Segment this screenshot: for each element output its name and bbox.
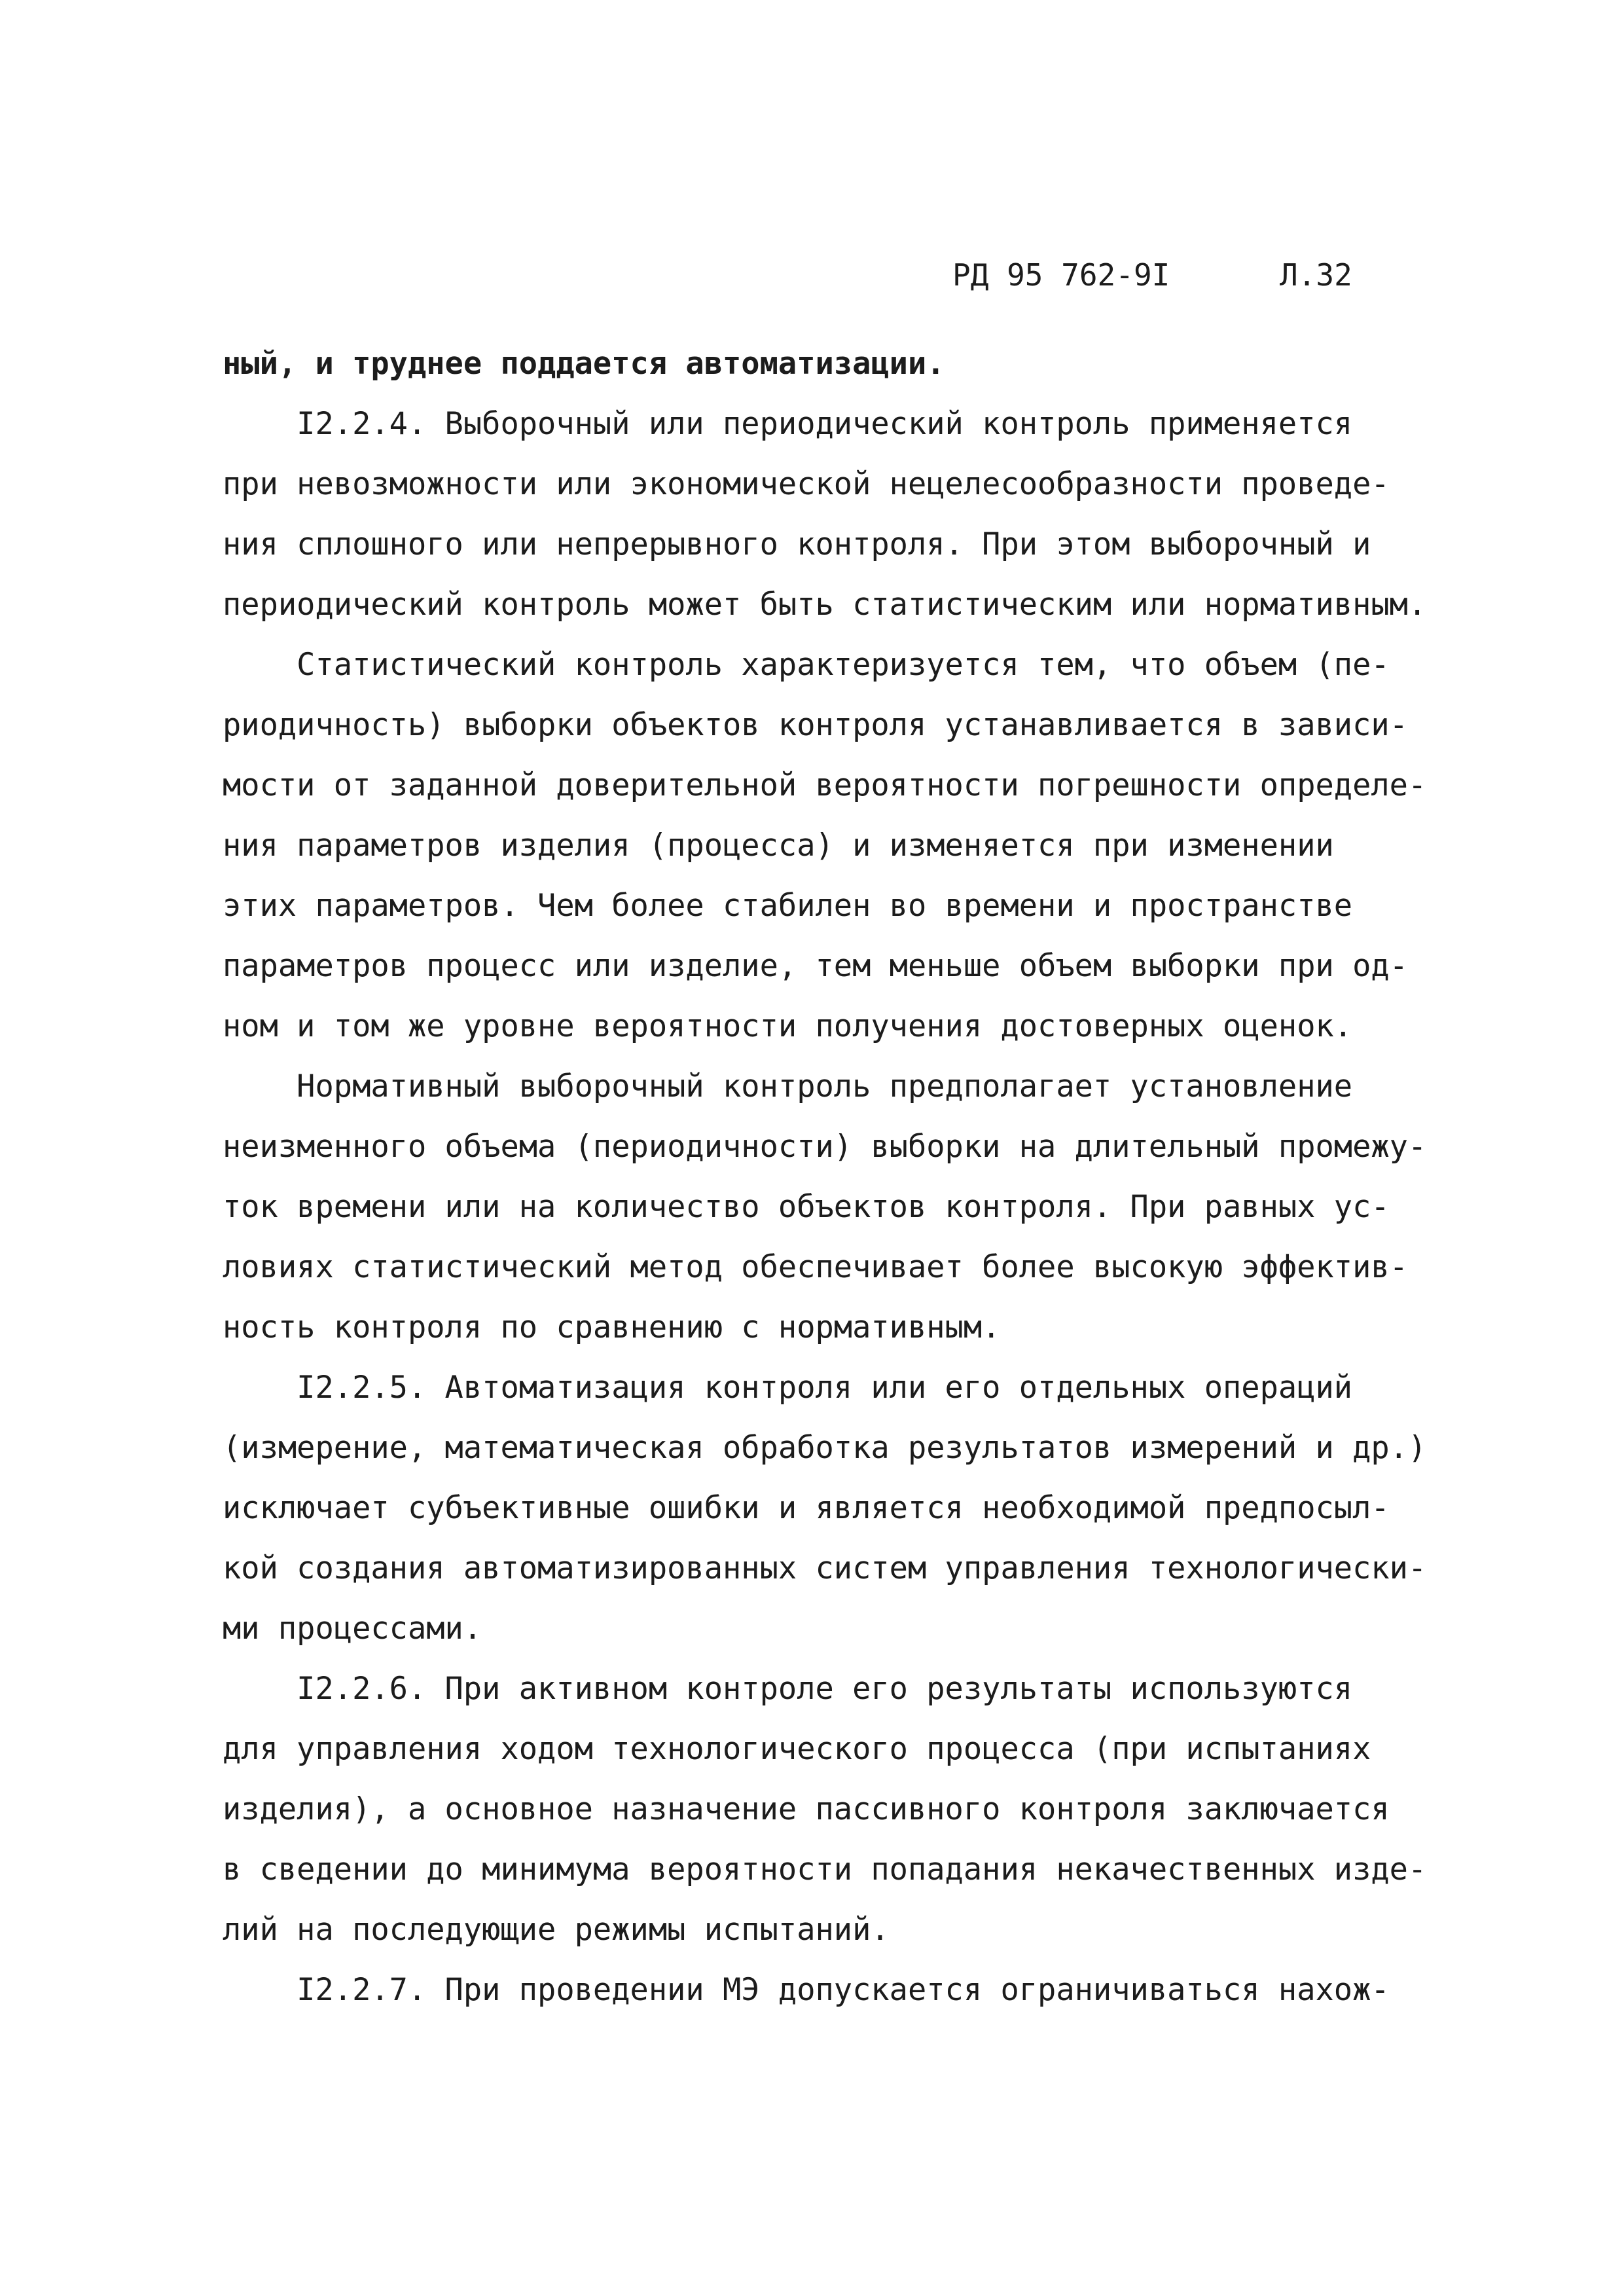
text-line: ток времени или на количество объектов контроля. При равных ус- [223,1189,1390,1225]
body-text [223,334,1427,2020]
text-line: риодичность) выборки объектов контроля устанавливается в зависи- [223,707,1408,743]
text-line: ми процессами. [223,1611,482,1647]
paragraph-statistical-line: Статистический контроль характеризуется тем, что объем (пе- [223,647,1390,683]
text-line: исключает субъективные ошибки и является необходимой предпосыл- [223,1490,1390,1526]
paragraph-12-2-6-line: I2.2.6. При активном контроле его результаты используются [223,1671,1353,1707]
text-line: мости от заданной доверительной вероятности погрешности определе- [223,767,1427,803]
paragraph-12-2-7-line: I2.2.7. При проведении МЭ допускается ограничиваться нахож- [223,1972,1390,2008]
paragraph-12-2-5-line: I2.2.5. Автоматизация контроля или его отдельных операций [223,1370,1353,1406]
paragraph-normative-line: Нормативный выборочный контроль предполагает установление [223,1068,1353,1104]
text-line: ния параметров изделия (процесса) и изменяется при изменении [223,828,1334,864]
text-line: изделия), а основное назначение пассивного контроля заключается [223,1791,1390,1827]
text-line: неизменного объема (периодичности) выборки на длительный промежу- [223,1129,1427,1165]
text-line: ном и том же уровне вероятности получения достоверных оценок. [223,1008,1353,1044]
text-line: ность контроля по сравнению с нормативным. [223,1309,1001,1345]
text-line: при невозможности или экономической нецелесообразности проведе- [223,466,1390,502]
text-line: ния сплошного или непрерывного контроля. При этом выборочный и [223,526,1371,562]
text-line: этих параметров. Чем более стабилен во времени и пространстве [223,888,1353,924]
document-code: РД 95 762-9I [952,257,1170,293]
sheet-number: Л.32 [1280,257,1352,293]
page-header [952,252,1358,298]
text-line: (измерение, математическая обработка результатов измерений и др.) [223,1430,1427,1466]
text-line: параметров процесс или изделие, тем меньше объем выборки при од- [223,948,1408,984]
paragraph-12-2-4-line: I2.2.4. Выборочный или периодический контроль применяется [223,406,1353,442]
text-line: кой создания автоматизированных систем управления технологически- [223,1550,1427,1586]
text-line: ный, и труднее поддается автоматизации. [223,346,945,382]
text-line: ловиях статистический метод обеспечивает более высокую эффектив- [223,1249,1408,1285]
text-line: лий на последующие режимы испытаний. [223,1912,890,1948]
text-line: в сведении до минимума вероятности попадания некачественных изде- [223,1851,1427,1887]
text-line: для управления ходом технологического процесса (при испытаниях [223,1731,1371,1767]
text-line: периодический контроль может быть статистическим или нормативным. [223,587,1427,623]
